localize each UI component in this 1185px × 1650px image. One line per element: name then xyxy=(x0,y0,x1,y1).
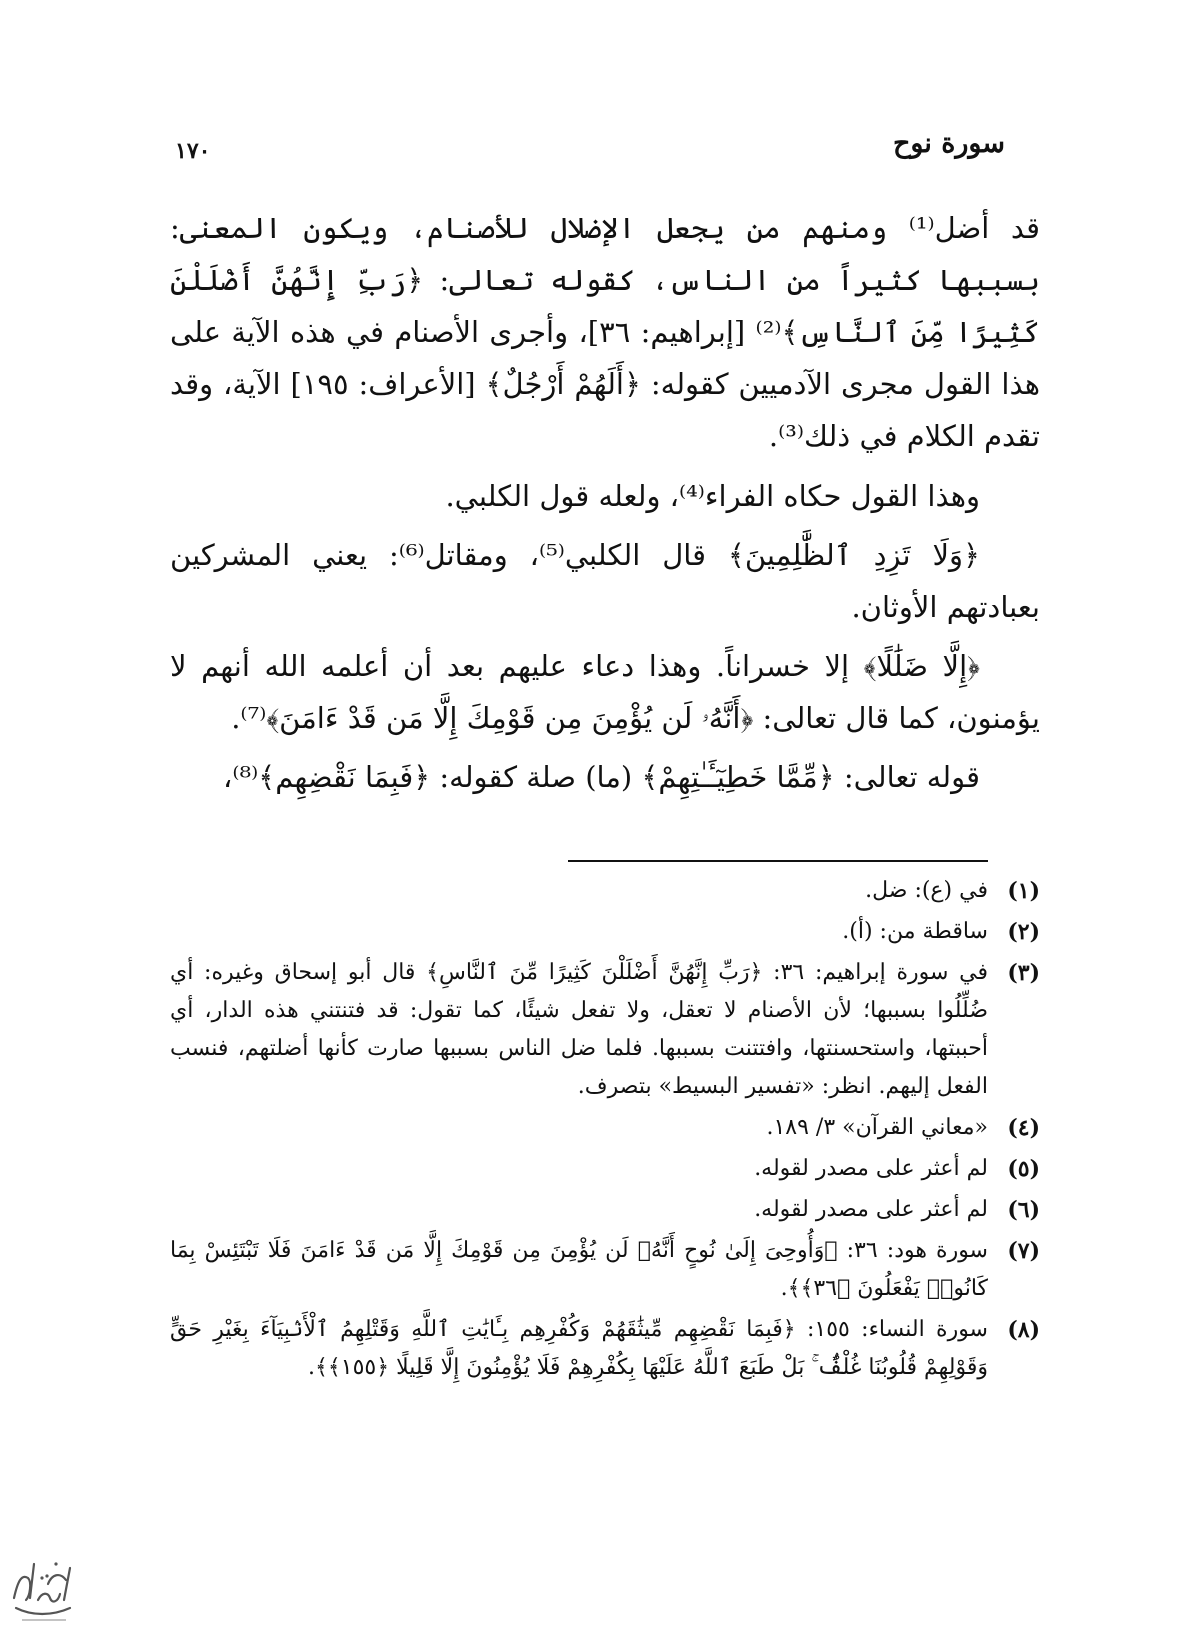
footnote-3 xyxy=(170,954,1040,1106)
surah-title: سورة نوح xyxy=(892,128,1005,159)
footnote-text: «معاني القرآن» ٣/ ١٨٩. xyxy=(766,1115,988,1140)
paragraph-5: قوله تعالى: ﴿مِّمَّا خَطِيٓـَٔـٰتِهِمْ﴾ (ما) صلة كقوله: ﴿فَبِمَا نَقْضِهِم﴾⁽⁸⁾، xyxy=(222,760,980,794)
footnote-number: (٦) xyxy=(1007,1197,1040,1223)
footnote-text: سورة هود: ٣٦: ﴿وَأُوحِىَ إِلَىٰ نُوحٍ أَنَّهُۥ لَن يُؤْمِنَ مِن قَوْمِكَ إِلَّا مَن قَدْ ءَامَنَ فَلَا تَبْتَئِسْ بِمَا كَانُوا۟ يَفْعَلُونَ ﴿٣٦﴾﴾. xyxy=(170,1238,988,1301)
footnote-number: (٥) xyxy=(1007,1156,1040,1182)
footnote-number: (٤) xyxy=(1007,1115,1040,1141)
page-header xyxy=(175,128,1005,168)
footnote-8 xyxy=(170,1311,1040,1387)
footnote-number: (٣) xyxy=(1007,960,1040,986)
paragraph-3: ﴿وَلَا تَزِدِ ٱلظَّٰلِمِينَ﴾ قال الكلبي⁽⁵⁾، ومقاتل⁽⁶⁾: يعني المشركين بعبادتهم الأوثان. xyxy=(170,538,1040,624)
footnote-number: (٨) xyxy=(1007,1317,1040,1343)
footnote-number: (٧) xyxy=(1007,1238,1040,1264)
footnote-text: لم أعثر على مصدر لقوله. xyxy=(754,1197,988,1222)
footnote-divider xyxy=(568,860,988,862)
footnote-6 xyxy=(170,1191,1040,1229)
footnote-7 xyxy=(170,1232,1040,1308)
footnote-2 xyxy=(170,913,1040,951)
footnote-text: في (ع): ضل. xyxy=(865,878,988,903)
footnote-5 xyxy=(170,1150,1040,1188)
paragraph-1: قد أضل⁽¹⁾ ومنهم من يجعل الإضلال للأصنام، ويكون المعنى: بسببها كثيراً من الناس، كقوله تعالى: ﴿رَبِّ إِنَّهُنَّ أَضْلَلْنَ كَثِيرًا مِّنَ ٱلنَّاسِ﴾⁽²⁾ [إبراهيم: ٣٦]، وأجرى الأصنام في هذه الآية على هذا القول مجرى الآدميين كقوله: ﴿أَلَهُمْ أَرْجُلٌ﴾ [الأعراف: ١٩٥] الآية، وقد تقدم الكلام في ذلك⁽³⁾. xyxy=(170,211,1040,453)
footnote-text: في سورة إبراهيم: ٣٦: ﴿رَبِّ إِنَّهُنَّ أَضْلَلْنَ كَثِيرًا مِّنَ ٱلنَّاسِ﴾ قال أبو إسحاق وغيره: أي ضُلِّلُوا بسببها؛ لأن الأصنام لا تعقل، ولا تفعل شيئًا، كما تقول: قد فتنتني هذه الدار، أي أحببتها، واستحسنتها، وافتتنت بسببها. فلما ضل الناس بسببها صارت كأنها أضلتهم، فنسب الفعل إليهم. انظر: «تفسير البسيط» بتصرف. xyxy=(170,960,988,1099)
footnote-text: سورة النساء: ١٥٥: ﴿فَبِمَا نَقْضِهِم مِّيثَٰقَهُمْ وَكُفْرِهِم بِـَٔايَٰتِ ٱللَّهِ وَقَتْلِهِمُ ٱلْأَنۢبِيَآءَ بِغَيْرِ حَقٍّ وَقَوْلِهِمْ قُلُوبُنَا غُلْفٌۢ ۚ بَلْ طَبَعَ ٱللَّهُ عَلَيْهَا بِكُفْرِهِمْ فَلَا يُؤْمِنُونَ إِلَّا قَلِيلًا ﴿١٥٥﴾﴾. xyxy=(170,1317,988,1380)
footnote-number: (١) xyxy=(1007,878,1040,904)
paragraph-2: وهذا القول حكاه الفراء⁽⁴⁾، ولعله قول الكلبي. xyxy=(445,479,980,513)
footnote-text: لم أعثر على مصدر لقوله. xyxy=(754,1156,988,1181)
footnote-number: (٢) xyxy=(1007,919,1040,945)
page-number: ١٧٠ xyxy=(175,138,211,164)
footnotes xyxy=(170,872,1040,1390)
footnote-1 xyxy=(170,872,1040,910)
footnote-text: ساقطة من: (أ). xyxy=(842,919,988,944)
footnote-4 xyxy=(170,1109,1040,1147)
paragraph-4: ﴿إِلَّا ضَلَٰلًا﴾ إلا خسراناً. وهذا دعاء عليهم بعد أن أعلمه الله أنهم لا يؤمنون، كما قال تعالى: ﴿أَنَّهُۥ لَن يُؤْمِنَ مِن قَوْمِكَ إِلَّا مَن قَدْ ءَامَنَ﴾⁽⁷⁾. xyxy=(170,649,1040,735)
library-logo-watermark xyxy=(8,1534,78,1630)
main-text xyxy=(170,202,1040,810)
